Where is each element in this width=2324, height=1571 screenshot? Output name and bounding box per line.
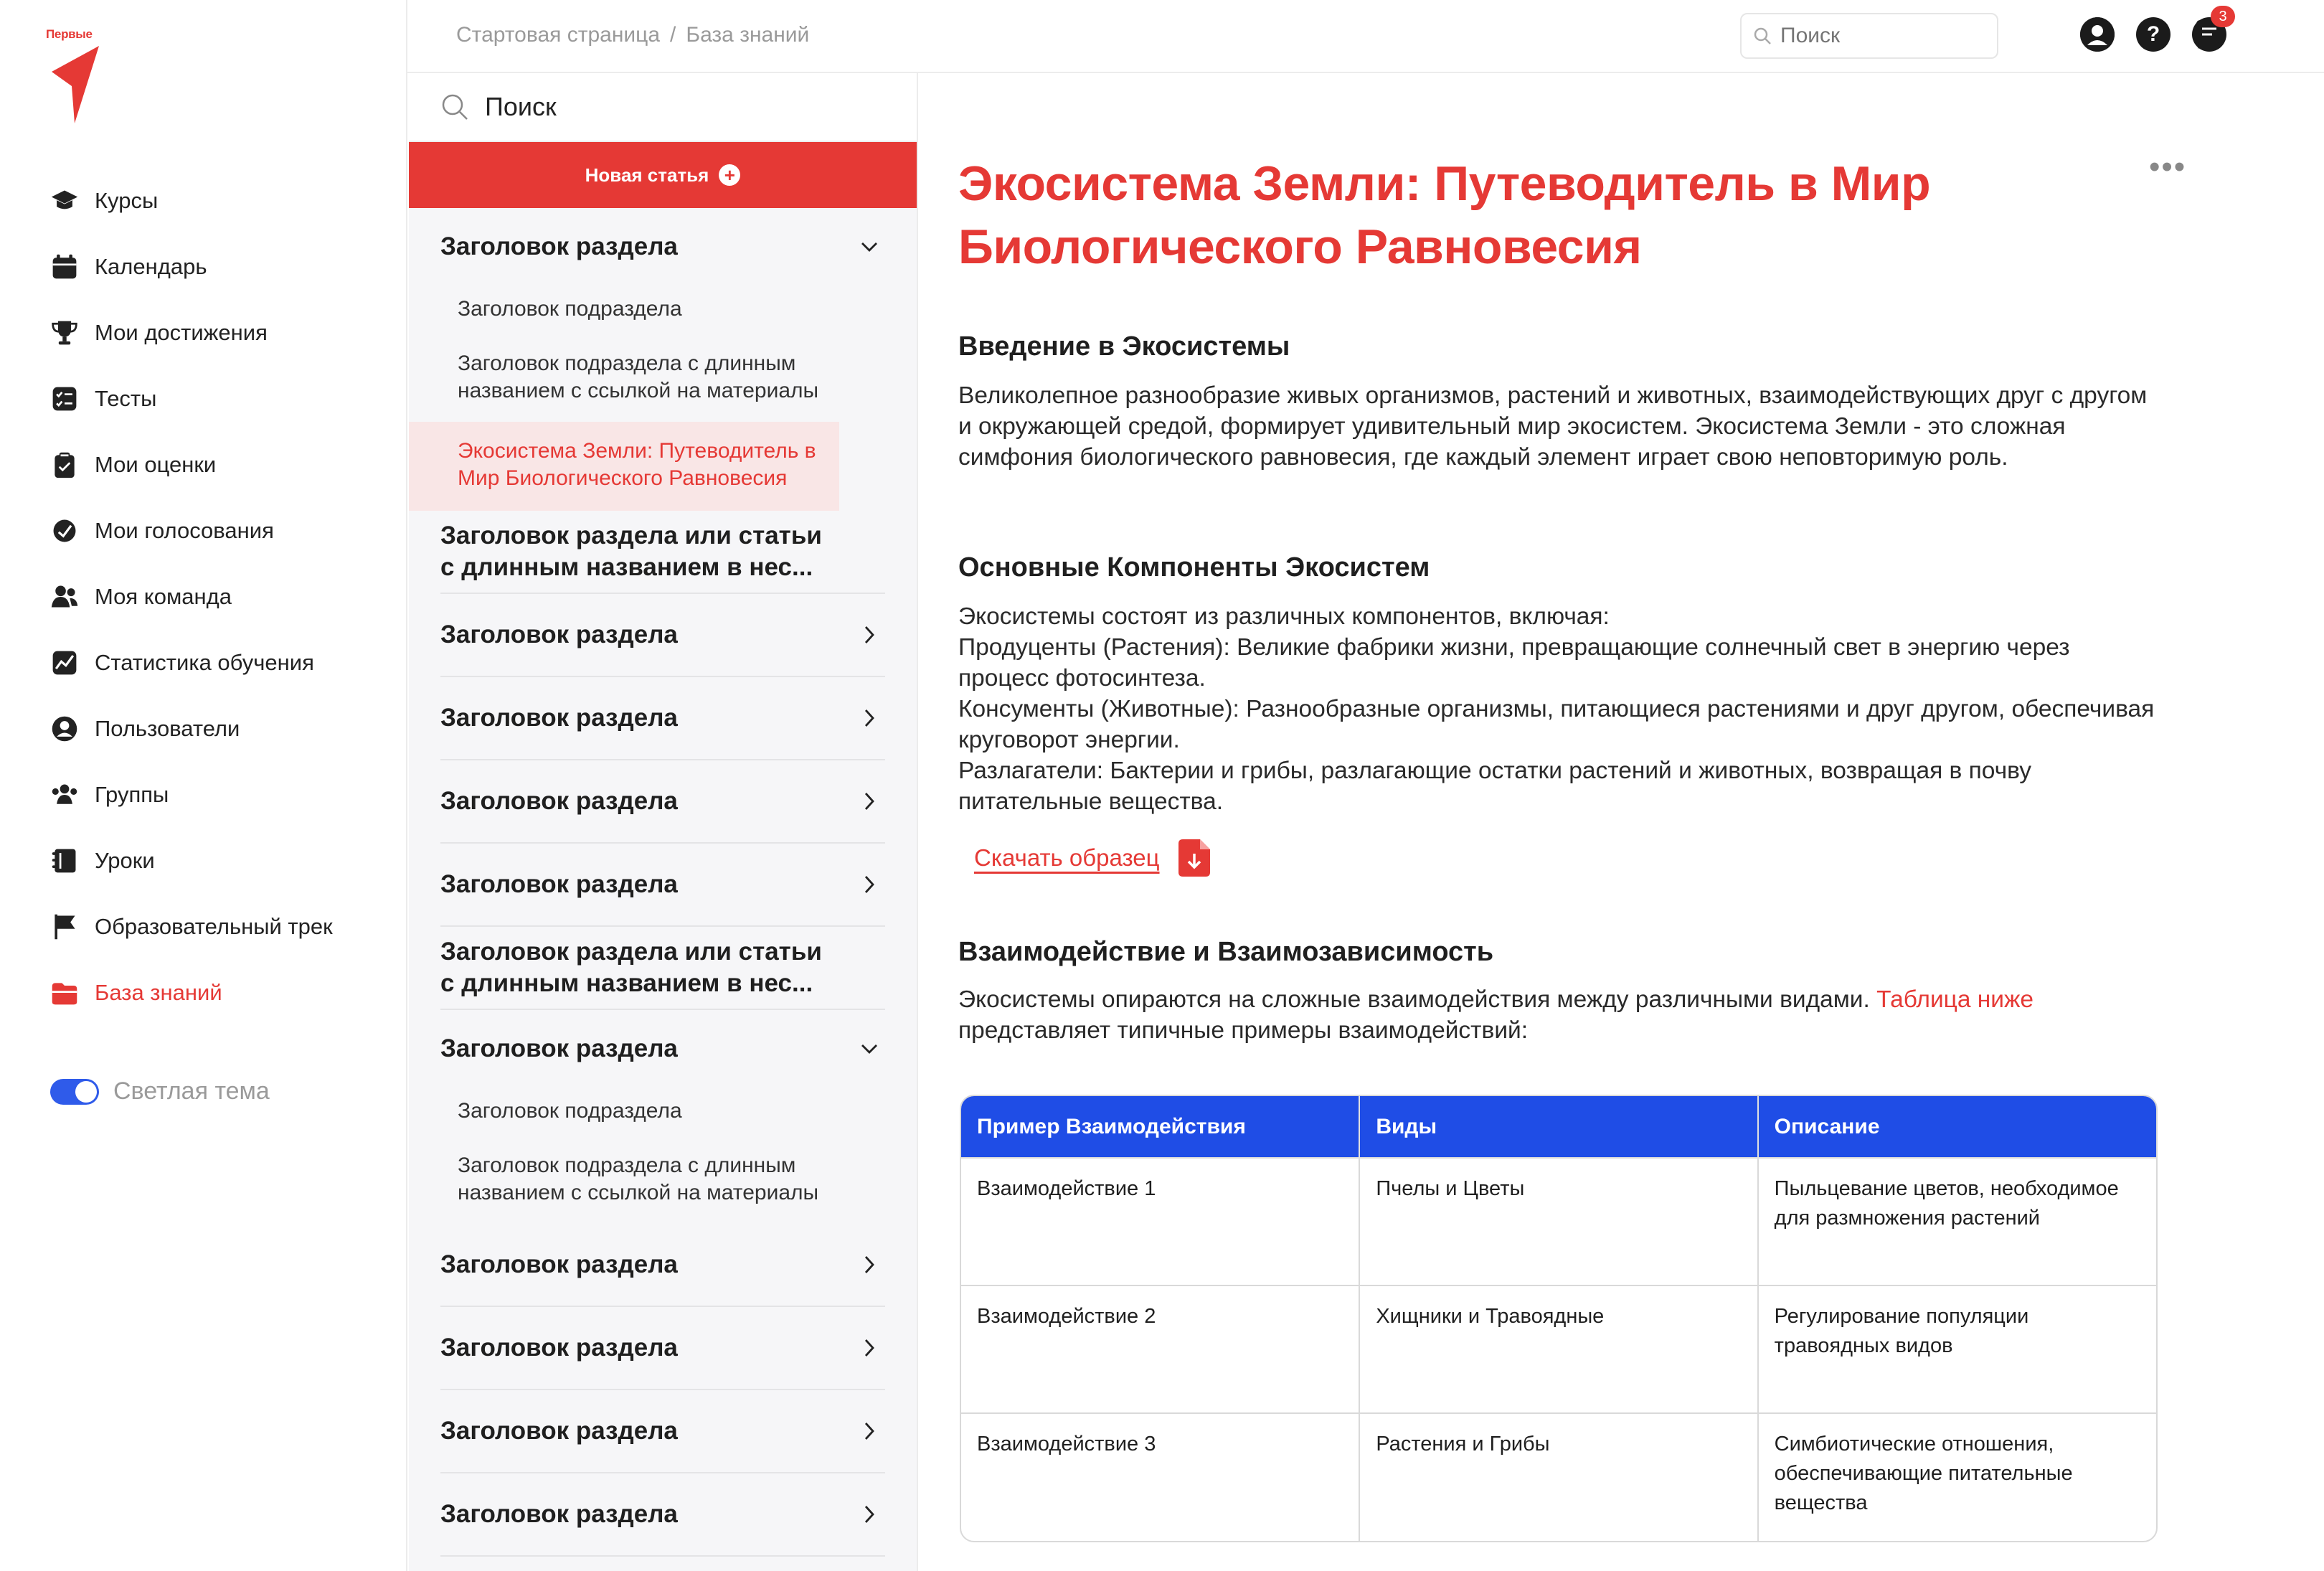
table-cell: Регулирование популяции травоядных видов [1758, 1285, 2156, 1413]
tree-section[interactable] [440, 594, 885, 677]
table-header-cell: Виды [1359, 1096, 1757, 1158]
team-icon [49, 581, 80, 613]
tree-section[interactable] [440, 1390, 885, 1473]
sidebar-item-notebook[interactable] [49, 828, 333, 894]
theme-toggle[interactable] [50, 1077, 270, 1105]
tree-section-header[interactable] [440, 1010, 885, 1088]
intro-text: Великолепное разнообразие живых организмов, растений и животных, взаимодействующих друг с другом и окружающей средой, формирует удивительный мир экосистем. Экосистема Земли - это сложная симфония биологического равновесия, где каждый элемент играет свою неповторимую роль. [958, 382, 2148, 471]
sidebar-item-label: Уроки [95, 848, 155, 873]
tree-section-title: Заголовок раздела [440, 704, 678, 732]
table-cell: Взаимодействие 1 [961, 1158, 1359, 1285]
intro-heading: Введение в Экосистемы [958, 331, 1290, 362]
sidebar-item-checklist[interactable] [49, 366, 333, 432]
tree-subsection[interactable]: Заголовок подраздела [458, 1099, 682, 1123]
vote-icon [49, 515, 80, 547]
notifications-icon[interactable] [2192, 8, 2227, 52]
components-heading: Основные Компоненты Экосистем [958, 552, 1430, 582]
sidebar-item-label: Курсы [95, 188, 159, 213]
plus-icon: + [719, 164, 740, 186]
more-options-icon[interactable]: ••• [2149, 149, 2187, 184]
logo[interactable] [46, 27, 110, 128]
table-row [961, 1285, 2156, 1413]
flag-icon [49, 911, 80, 943]
search-icon [1753, 27, 1772, 45]
components-line: Разлагатели: Бактерии и грибы, разлагающие остатки растений и животных, возвращая в почву питательные вещества. [958, 758, 2031, 815]
sidebar-item-flag[interactable] [49, 894, 333, 960]
tree-subsection[interactable]: Экосистема Земли: Путеводитель в Мир Биологического Равновесия [409, 422, 839, 511]
tree-section-title: Заголовок раздела [440, 1500, 678, 1528]
graduation-cap-icon [49, 185, 80, 217]
calendar-icon [49, 251, 80, 283]
tree-subsection[interactable]: Заголовок подраздела с длинным названием с ссылкой на материалы [458, 352, 819, 402]
sidebar-nav [49, 168, 333, 1026]
chevron-right-icon[interactable] [859, 1421, 879, 1441]
sidebar-item-trophy[interactable] [49, 300, 333, 366]
tree-section-title: Заголовок раздела [440, 1417, 678, 1445]
tree-section-title: Заголовок раздела [440, 870, 678, 898]
article-title: Экосистема Земли: Путеводитель в Мир Биологического Равновесия [958, 156, 1931, 274]
sidebar-item-label: Мои голосования [95, 518, 274, 543]
sidebar-item-graduation-cap[interactable] [49, 168, 333, 234]
tree-section[interactable] [440, 208, 885, 511]
top-bar [407, 0, 2324, 73]
sidebar-item-calendar[interactable] [49, 234, 333, 300]
knowledge-tree [409, 73, 918, 1571]
chevron-right-icon[interactable] [859, 1504, 879, 1524]
tree-section-header[interactable] [440, 760, 885, 842]
table-cell: Пыльцевание цветов, необходимое для размножения растений [1758, 1158, 2156, 1285]
profile-icon[interactable] [2080, 17, 2115, 52]
tree-section-title: Заголовок раздела [440, 1334, 678, 1362]
tree-section[interactable] [440, 677, 885, 760]
download-sample-label: Скачать образец [974, 844, 1160, 871]
logo-arrow-icon [50, 44, 102, 125]
breadcrumb-separator: / [670, 23, 676, 47]
components-text [958, 601, 2163, 817]
interaction-heading: Взаимодействие и Взаимозависимость [958, 937, 1494, 967]
chevron-right-icon[interactable] [859, 625, 879, 645]
interaction-text-after: представляет типичные примеры взаимодействий: [958, 1017, 1529, 1044]
tree-section-header[interactable] [440, 594, 885, 676]
tree-subsection[interactable]: Заголовок подраздела [458, 297, 682, 321]
chevron-down-icon[interactable] [859, 1039, 879, 1059]
sidebar-item-user[interactable] [49, 696, 333, 762]
theme-switch[interactable] [50, 1079, 99, 1105]
table-below-link[interactable]: Таблица ниже [1876, 986, 2034, 1013]
table-cell: Хищники и Травоядные [1359, 1285, 1757, 1413]
tree-section-title: Заголовок раздела [440, 787, 678, 815]
sidebar-item-label: Мои оценки [95, 452, 217, 477]
sidebar-item-label: Мои достижения [95, 320, 268, 345]
table-header-row [961, 1096, 2156, 1158]
header-search[interactable] [1740, 13, 1998, 59]
table-cell: Взаимодействие 2 [961, 1285, 1359, 1413]
breadcrumb [456, 23, 809, 47]
interaction-text-before: Экосистемы опираются на сложные взаимодействия между различными видами. [958, 986, 1870, 1013]
tree-section-title: Заголовок раздела [440, 1250, 678, 1278]
tree-section-header[interactable] [440, 1307, 885, 1389]
theme-toggle-label: Светлая тема [113, 1077, 270, 1105]
chevron-right-icon[interactable] [859, 1255, 879, 1275]
table-cell: Симбиотические отношения, обеспечивающие питательные вещества [1758, 1413, 2156, 1541]
tree-section[interactable] [440, 511, 885, 594]
tree-section[interactable] [440, 760, 885, 844]
sidebar-item-label: Образовательный трек [95, 914, 333, 939]
table-row [961, 1158, 2156, 1285]
tree-section-title: Заголовок раздела или статьи с длинным названием в нес... [440, 938, 822, 997]
new-article-button[interactable] [409, 142, 917, 208]
breadcrumb-current[interactable]: База знаний [686, 23, 810, 47]
sidebar-item-team[interactable] [49, 564, 333, 630]
sidebar-item-group[interactable] [49, 762, 333, 828]
tree-section-title: Заголовок раздела [440, 621, 678, 648]
table-cell: Пчелы и Цветы [1359, 1158, 1757, 1285]
table-header-cell: Описание [1758, 1096, 2156, 1158]
sidebar-item-label: Тесты [95, 386, 157, 411]
notebook-icon [49, 845, 80, 877]
components-line: Консументы (Животные): Разнообразные организмы, питающиеся растениями и друг другом, обеспечивая круговорот энергии. [958, 696, 2155, 753]
tree-section-header[interactable] [440, 677, 885, 759]
clipboard-icon [49, 449, 80, 481]
sidebar-item-chart[interactable] [49, 630, 333, 696]
tree-section-title: Заголовок раздела [440, 1034, 678, 1062]
components-line: Экосистемы состоят из различных компонентов, включая: [958, 603, 1610, 630]
tree-section-header[interactable] [440, 1390, 885, 1472]
tree-section[interactable] [440, 1010, 885, 1224]
tree-section-header[interactable] [440, 511, 885, 593]
tree-subsection[interactable]: Заголовок подраздела с длинным названием с ссылкой на материалы [458, 1154, 819, 1204]
user-icon [49, 713, 80, 745]
tree-search-input[interactable] [485, 92, 844, 122]
tree-section[interactable] [440, 1307, 885, 1390]
chevron-right-icon[interactable] [859, 708, 879, 728]
sidebar-item-label: База знаний [95, 980, 222, 1005]
table-cell: Взаимодействие 3 [961, 1413, 1359, 1541]
group-icon [49, 779, 80, 811]
tree-section[interactable] [440, 844, 885, 927]
tree-section-header[interactable] [440, 208, 885, 286]
download-sample-link[interactable] [974, 839, 1210, 877]
sidebar-item-label: Статистика обучения [95, 650, 314, 675]
sidebar-item-label: Группы [95, 782, 169, 807]
notifications-badge: 3 [2211, 6, 2235, 27]
folder-icon [49, 977, 80, 1009]
chevron-down-icon[interactable] [859, 237, 879, 257]
search-icon [440, 93, 469, 121]
table-header-cell: Пример Взаимодействия [961, 1096, 1359, 1158]
tree-section[interactable] [440, 927, 885, 1010]
chevron-right-icon[interactable] [859, 874, 879, 895]
tree-section-header[interactable] [440, 1224, 885, 1306]
chevron-right-icon[interactable] [859, 1338, 879, 1358]
pdf-file-icon [1178, 839, 1210, 877]
tree-section[interactable] [440, 1224, 885, 1307]
checklist-icon [49, 383, 80, 415]
sidebar [0, 0, 407, 1571]
tree-section-header[interactable] [440, 844, 885, 925]
logo-text: Первые [46, 27, 93, 41]
tree-list [409, 208, 917, 1557]
components-line: Продуценты (Растения): Великие фабрики жизни, превращающие солнечный свет в энергию через процесс фотосинтеза. [958, 634, 2070, 692]
sidebar-item-clipboard[interactable] [49, 432, 333, 498]
table-row [961, 1413, 2156, 1541]
tree-search[interactable] [409, 73, 917, 142]
chart-icon [49, 647, 80, 679]
sidebar-item-vote[interactable] [49, 498, 333, 564]
header-actions [2080, 8, 2227, 52]
table-cell: Растения и Грибы [1359, 1413, 1757, 1541]
chevron-right-icon[interactable] [859, 791, 879, 811]
sidebar-item-label: Пользователи [95, 716, 240, 741]
tree-section-title: Заголовок раздела [440, 232, 678, 260]
interactions-table [960, 1095, 2158, 1542]
tree-section-header[interactable] [440, 927, 885, 1009]
interaction-text [958, 984, 2163, 1046]
tree-section-title: Заголовок раздела или статьи с длинным названием в нес... [440, 522, 822, 581]
new-article-label: Новая статья [585, 164, 709, 186]
trophy-icon [49, 317, 80, 349]
breadcrumb-home[interactable]: Стартовая страница [456, 23, 661, 47]
sidebar-item-folder[interactable] [49, 960, 333, 1026]
header-search-input[interactable] [1780, 24, 1981, 48]
sidebar-item-label: Календарь [95, 254, 207, 279]
sidebar-item-label: Моя команда [95, 584, 232, 609]
tree-section[interactable] [440, 1473, 885, 1557]
help-icon[interactable]: ? [2136, 17, 2171, 52]
tree-section-header[interactable] [440, 1473, 885, 1555]
